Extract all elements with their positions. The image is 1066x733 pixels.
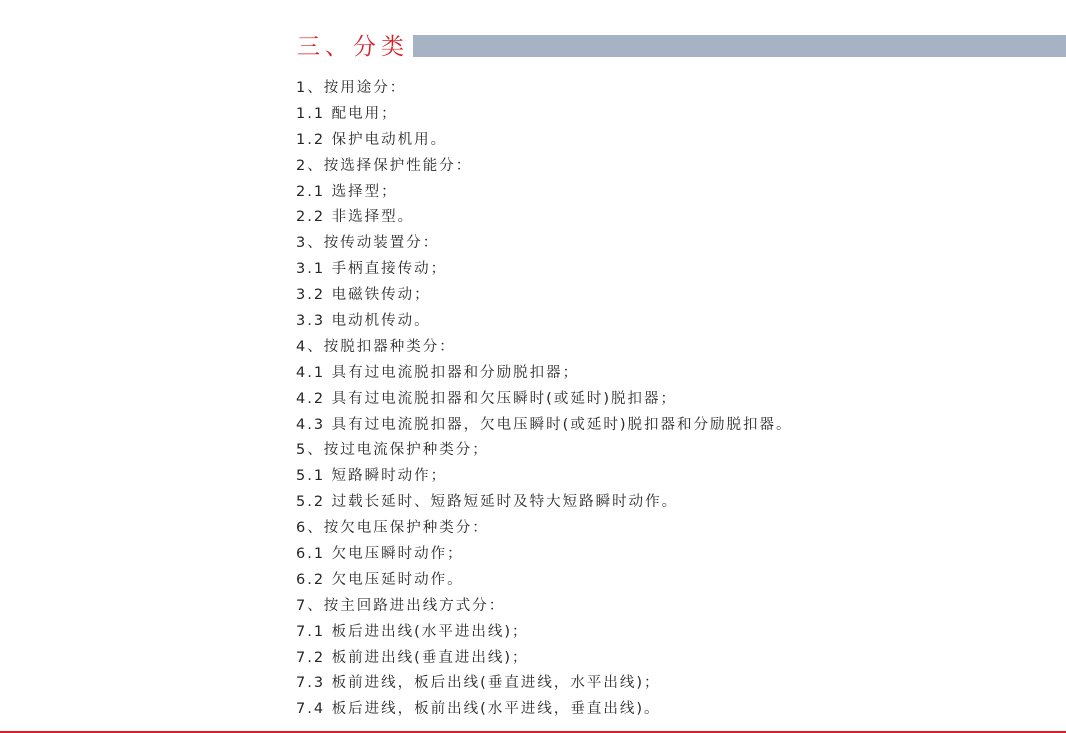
list-item: 2、按选择保护性能分： (296, 157, 473, 174)
list-item: 7、按主回路进出线方式分： (296, 597, 506, 614)
list-item: 1.1 配电用； (296, 105, 398, 122)
list-item: 2.2 非选择型。 (296, 209, 415, 226)
list-item: 7.4 板后进线，板前出线(水平进线，垂直出线)。 (296, 701, 661, 718)
list-item: 4.1 具有过电流脱扣器和分励脱扣器； (296, 364, 580, 381)
list-item: 6、按欠电压保护种类分： (296, 520, 489, 537)
list-item: 3.3 电动机传动。 (296, 313, 431, 330)
list-item: 5.2 过载长延时、短路短延时及特大短路瞬时动作。 (296, 494, 679, 511)
list-item: 1、按用途分： (296, 80, 407, 96)
section-title-bar (413, 35, 1066, 57)
list-item: 2.1 选择型； (296, 183, 398, 200)
list-item: 4.3 具有过电流脱扣器，欠电压瞬时(或延时)脱扣器和分励脱扣器。 (296, 416, 793, 433)
list-item: 3、按传动装置分： (296, 235, 440, 252)
list-item: 6.1 欠电压瞬时动作； (296, 546, 464, 563)
list-item: 3.2 电磁铁传动； (296, 287, 431, 304)
section-header (297, 30, 1066, 64)
list-item: 1.2 保护电动机用。 (296, 131, 448, 148)
list-item: 7.2 板前进出线(垂直进出线)； (296, 649, 529, 666)
list-item: 4、按脱扣器种类分： (296, 338, 456, 355)
list-item: 7.3 板前进线，板后出线(垂直进线，水平出线)； (296, 675, 661, 692)
list-item: 5.1 短路瞬时动作； (296, 468, 448, 485)
list-item: 5、按过电流保护种类分； (296, 442, 489, 459)
section-title: 三、分类 (297, 34, 409, 60)
list-item: 6.2 欠电压延时动作。 (296, 571, 464, 588)
list-item: 3.1 手柄直接传动； (296, 261, 448, 278)
classification-list (296, 76, 1056, 723)
list-item: 7.1 板后进出线(水平进出线)； (296, 623, 529, 640)
list-item: 4.2 具有过电流脱扣器和欠压瞬时(或延时)脱扣器； (296, 390, 677, 407)
